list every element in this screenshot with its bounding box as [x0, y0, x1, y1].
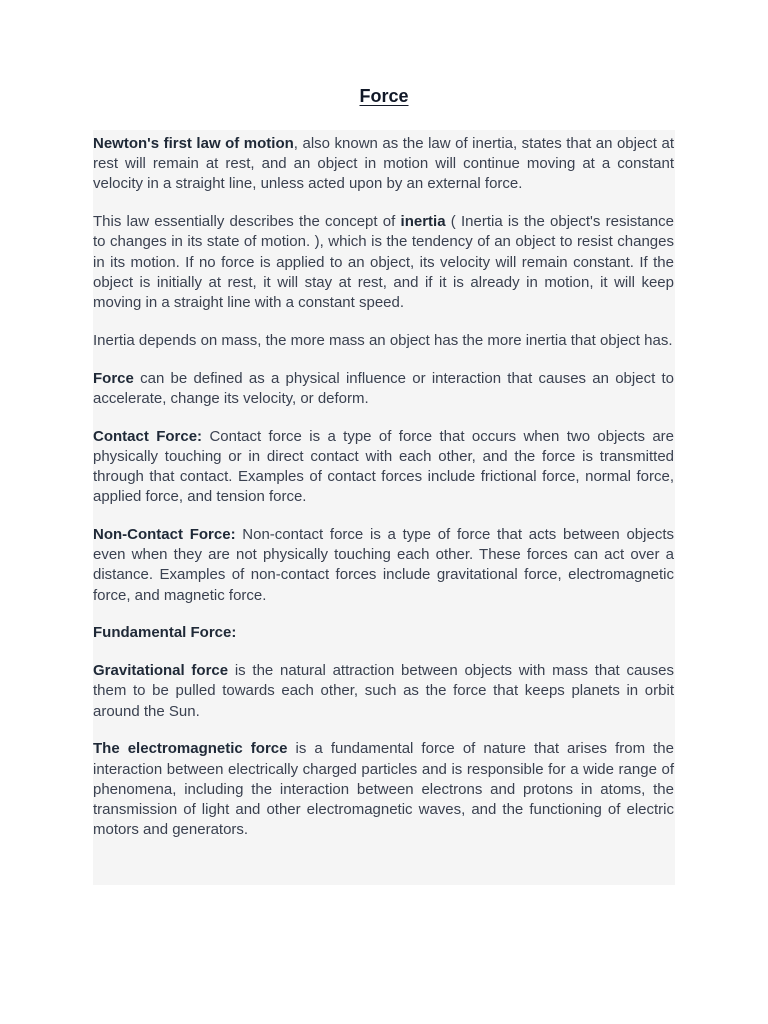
page-title: Force [359, 86, 409, 106]
paragraph-electromagnetic-force [93, 739, 674, 840]
document-body [93, 130, 675, 885]
paragraph-first-law [93, 134, 674, 195]
bold-term: Newton's first law of motion [93, 135, 294, 152]
paragraph-contact-force [93, 427, 674, 508]
bold-term: Contact Force: [93, 427, 203, 445]
paragraph-text: is the natural attraction between objects with mass that causes them to be pulled towards each other, such as the force that keeps planets in orbit around the Sun. [93, 662, 674, 720]
bold-term: Gravitational force [93, 662, 229, 680]
bold-term: inertia [400, 213, 446, 231]
paragraph-gravitational-force [93, 661, 674, 722]
paragraph-text: Non-contact force is a type of force that acts between objects even when they are not physically touching each other. These forces can act over a distance. Examples of non-contact forces include gravitational force, electromagnetic force, and magnetic force. [93, 526, 674, 604]
paragraph-force-definition [93, 369, 674, 409]
bold-term: The electromagnetic force [93, 740, 288, 758]
paragraph-inertia-mass [93, 331, 674, 351]
paragraph-fundamental-force-heading [93, 623, 674, 643]
paragraph-non-contact-force [93, 525, 674, 606]
paragraph-text: Contact force is a type of force that occurs when two objects are physically touching or in direct contact with each other, and the force is transmitted through that contact. Examples of contact forces include frictional force, normal force, applied force, and tension force. [93, 427, 675, 506]
paragraph-inertia-concept [93, 212, 674, 313]
bold-term: Force [93, 369, 134, 387]
paragraph-text: is a fundamental force of nature that arises from the interaction between electrically charged particles and is responsible for a wide range of phenomena, including the interaction between electrons and protons in atoms, the transmission of light and other electromagnetic waves, and the functioning of electric motors and generators. [93, 740, 674, 839]
paragraph-text: ( Inertia is the object's resistance to changes in its state of motion. ), which is the tendency of an object to resist changes in its motion. If no force is applied to an object, its velocity will remain constant. If the object is initially at rest, it will stay at rest, and if it is already in motion, it will keep moving in a straight line with a constant speed. [93, 213, 674, 312]
bold-term: Non-Contact Force: [93, 526, 236, 544]
paragraph-text: This law essentially describes the concept of [93, 213, 401, 231]
paragraph-text: can be defined as a physical influence or interaction that causes an object to accelerate, change its velocity, or deform. [93, 369, 674, 407]
paragraph-text: , also known as the law of inertia, states that an object at rest will remain at rest, and an object in motion will continue moving at a constant velocity in a straight line, unless acted upon by an external force. [93, 135, 674, 193]
bold-term: Fundamental Force: [93, 624, 237, 642]
paragraph-text: Inertia depends on mass, the more mass an object has the more inertia that object has. [93, 331, 673, 349]
